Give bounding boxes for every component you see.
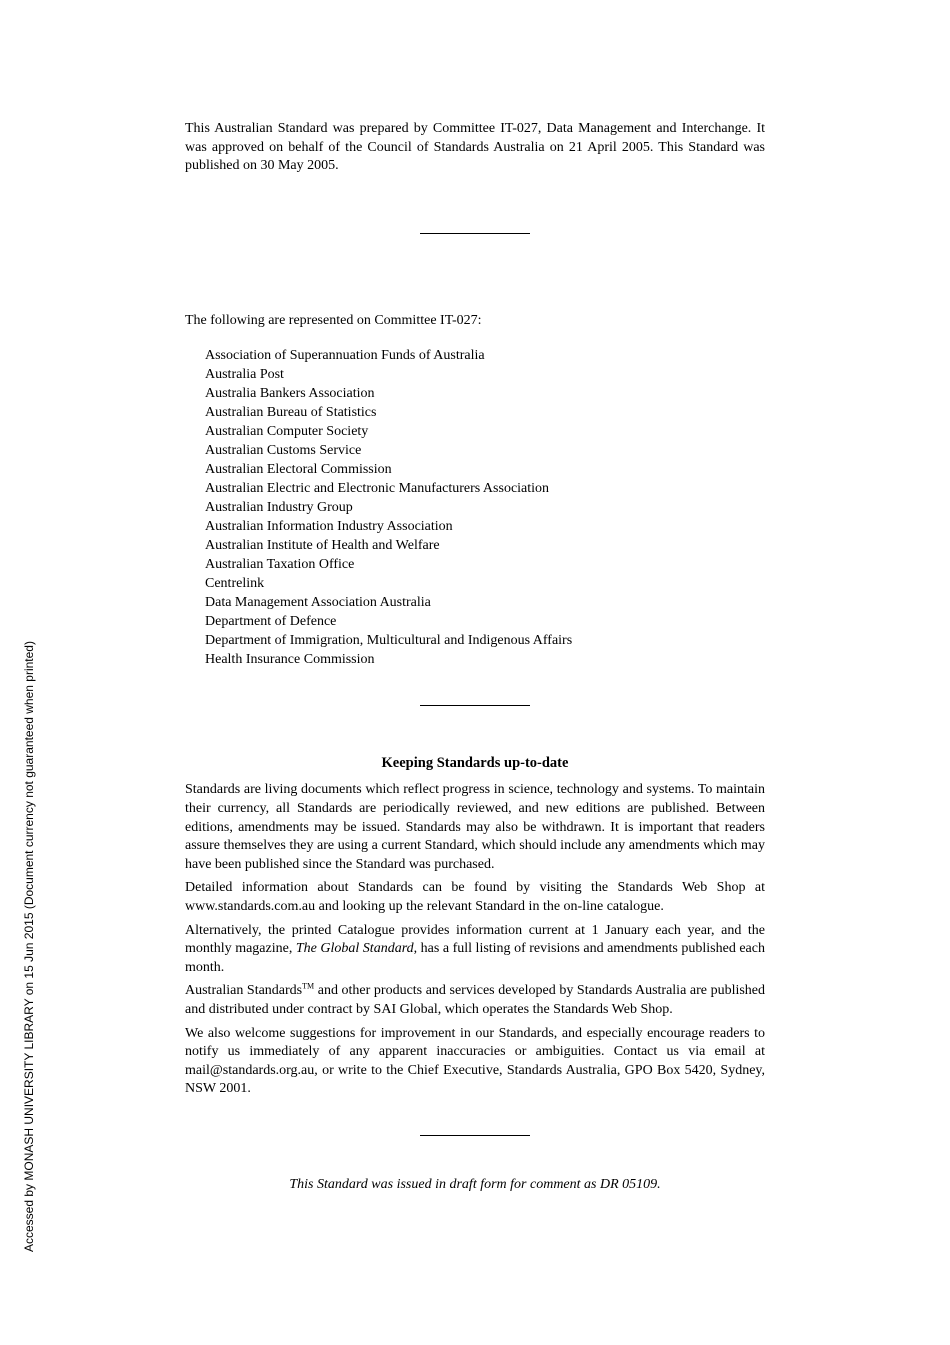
divider-middle <box>420 705 530 706</box>
page-content <box>185 0 765 1208</box>
committee-member: Australian Electric and Electronic Manufacturers Association <box>205 481 550 497</box>
committee-member: Health Insurance Commission <box>205 652 375 668</box>
paragraph-catalogue-text-2: , has a full listing of revisions and amendments published each month. <box>185 941 765 975</box>
committee-member: Australian Customs Service <box>205 443 362 459</box>
committee-member: Association of Superannuation Funds of Australia <box>205 348 485 364</box>
library-access-note: Accessed by MONASH UNIVERSITY LIBRARY on 15 Jun 2015 (Document currency not guaranteed when printed) <box>22 641 36 1252</box>
paragraph-living-documents: Standards are living documents which reflect progress in science, technology and systems. To maintain their currency, all Standards are periodically reviewed, and new editions are published. Between editions, amendments may be issued. Standards may also be withdrawn. It is important that readers assure themselves they are using a current Standard, which should include any amendments which may have been published since the Standard was purchased. <box>185 782 765 872</box>
magazine-title: The Global Standard <box>295 941 414 957</box>
committee-member: Australian Information Industry Association <box>205 519 453 535</box>
paragraph-web-shop: Detailed information about Standards can be found by visiting the Standards Web Shop at www.standards.com.au and looking up the relevant Standard in the on-line catalogue. <box>185 880 765 914</box>
paragraph-suggestions: We also welcome suggestions for improvement in our Standards, and especially encourage readers to notify us immediately of any apparent inaccuracies or ambiguities. Contact us via email at mail@standards.org.au, or write to the Chief Executive, Standards Australia, GPO Box 5420, Sydney, NSW 2001. <box>185 1025 765 1097</box>
paragraph-catalogue <box>185 922 765 978</box>
paragraph-sai-global-text-2: and other products and services developed by Standards Australia are published and distributed under contract by SAI Global, which operates the Standards Web Shop. <box>185 983 766 1017</box>
divider-bottom <box>420 1135 530 1136</box>
paragraph-sai-global <box>185 982 765 1019</box>
draft-form-note: This Standard was issued in draft form for comment as DR 05109. <box>289 1176 661 1192</box>
committee-member: Australia Post <box>205 367 284 383</box>
committee-member: Data Management Association Australia <box>205 595 431 611</box>
trademark-symbol: TM <box>302 981 315 991</box>
committee-member: Australian Electoral Commission <box>205 462 392 478</box>
committee-member: Australia Bankers Association <box>205 386 375 402</box>
committee-member-list <box>185 346 765 669</box>
committee-member: Department of Immigration, Multicultural and Indigenous Affairs <box>205 633 573 649</box>
committee-member: Australian Computer Society <box>205 424 369 440</box>
preparation-note: This Australian Standard was prepared by Committee IT-027, Data Management and Interchange. It was approved on behalf of the Council of Standards Australia on 21 April 2005. This Standard was published on 30 May 2005. <box>185 121 765 174</box>
committee-member: Australian Bureau of Statistics <box>205 405 377 421</box>
committee-member: Australian Industry Group <box>205 500 353 516</box>
keeping-standards-heading: Keeping Standards up-to-date <box>381 755 569 772</box>
committee-member: Centrelink <box>205 576 265 592</box>
committee-member: Australian Taxation Office <box>205 557 355 573</box>
paragraph-catalogue-text-1: Alternatively, the printed Catalogue provides information current at 1 January each year, and the monthly magazine, <box>185 922 765 957</box>
committee-member: Australian Institute of Health and Welfare <box>205 538 440 554</box>
paragraph-sai-global-text-1: Australian Standards <box>185 983 303 999</box>
divider-top <box>420 233 530 234</box>
committee-member: Department of Defence <box>205 614 337 630</box>
committee-intro: The following are represented on Committee IT-027: <box>185 312 482 328</box>
